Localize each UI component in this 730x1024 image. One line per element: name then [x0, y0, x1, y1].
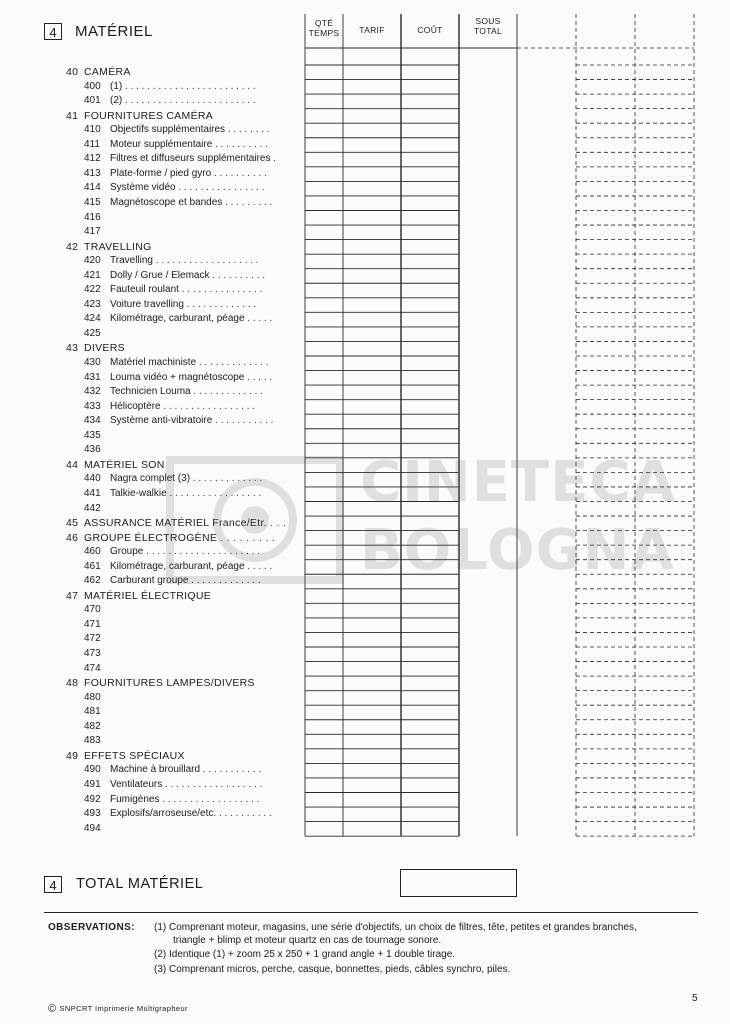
item-code: 462 — [84, 575, 101, 587]
item-code: 470 — [84, 604, 101, 616]
leader-dots: . . . — [266, 517, 287, 530]
section-number-box: 4 — [44, 23, 62, 40]
category-row — [66, 676, 298, 691]
item-label: Kilométrage, carburant, péage — [110, 313, 245, 325]
category-row — [66, 516, 298, 531]
item-code: 422 — [84, 284, 101, 296]
item-label: Fauteuil roulant — [110, 284, 179, 296]
item-code: 430 — [84, 357, 101, 368]
item-label: Explosifs/arroseuse/etc. — [110, 808, 217, 820]
col-header-qte-temps: QTÉ TEMPS — [308, 18, 340, 38]
item-code: 431 — [84, 371, 101, 383]
item-row — [84, 472, 296, 487]
leader-dots: . . . . . . . . . . . . . — [196, 357, 269, 368]
item-label: FOURNITURES LAMPES/DIVERS — [84, 677, 255, 690]
leader-dots: . . . . . . . . . . . . . — [190, 473, 263, 485]
item-code: 412 — [84, 153, 101, 165]
leader-dots: . . . . . . . . . . . . . . . . . — [166, 487, 262, 499]
item-code: 41 — [66, 109, 79, 122]
category-row — [66, 589, 298, 604]
item-code: 425 — [84, 327, 101, 339]
category-row — [66, 749, 298, 764]
item-row — [84, 502, 296, 517]
item-row — [84, 181, 296, 196]
item-code: 434 — [84, 415, 101, 427]
observations-label: OBSERVATIONS: — [48, 922, 135, 933]
item-row — [84, 167, 296, 182]
item-code: 490 — [84, 764, 101, 776]
item-label: Moteur supplémentaire — [110, 138, 213, 150]
item-label: Kilométrage, carburant, péage — [110, 560, 245, 572]
item-label: Talkie-walkie — [110, 487, 167, 499]
item-code: 401 — [84, 95, 101, 107]
leader-dots: . . . . . . . . . . . . . . . — [178, 284, 263, 296]
item-label: MATÉRIEL ÉLECTRIQUE — [84, 589, 212, 602]
item-label: Technicien Louma — [110, 386, 191, 398]
item-row — [84, 225, 296, 240]
item-code: 494 — [84, 822, 101, 834]
item-label: Système anti-vibratoire — [110, 415, 213, 427]
leader-dots: . . . . . — [244, 313, 273, 325]
item-label: Carburant groupe — [110, 575, 189, 587]
observation-note-2: (2) Identique (1) + zoom 25 x 250 + 1 grand angle + 1 double tirage. — [154, 949, 456, 960]
item-code: 46 — [66, 531, 79, 544]
item-row — [84, 662, 296, 677]
category-row — [66, 240, 298, 255]
item-label: CAMÉRA — [84, 66, 131, 78]
item-label: (1) — [110, 80, 123, 92]
item-label: Système vidéo — [110, 182, 176, 194]
item-label: Hélicoptère — [110, 400, 161, 412]
item-code: 414 — [84, 182, 101, 194]
observation-note-1-cont: triangle + blimp et moteur quartz en cas de tournage sonore. — [173, 935, 442, 946]
item-row — [84, 298, 296, 313]
leader-dots: . . . . . . . . — [225, 124, 270, 136]
item-code: 440 — [84, 473, 101, 485]
item-code: 472 — [84, 633, 101, 645]
item-code: 420 — [84, 255, 101, 267]
item-code: 482 — [84, 720, 101, 732]
item-row — [84, 603, 296, 618]
leader-dots: . . . . . . . . . — [222, 196, 273, 208]
leader-dots: . . . . . — [244, 371, 273, 383]
item-code: 473 — [84, 648, 101, 659]
item-label: FOURNITURES CAMÉRA — [84, 109, 214, 122]
item-code: 493 — [84, 808, 101, 820]
leader-dots: . . . . . . . . . . . . . . . . — [175, 182, 265, 194]
item-code: 42 — [66, 240, 79, 253]
item-code: 491 — [84, 778, 101, 790]
item-row — [84, 647, 296, 662]
leader-dots: . . . . . . . . . . . . . . . . . . — [162, 778, 263, 790]
item-label: Travelling — [110, 255, 153, 267]
copyright-icon: © — [48, 1003, 57, 1015]
leader-dots: . . . . . . . . . . . . . . . . . . — [159, 793, 260, 805]
item-code: 49 — [66, 749, 79, 762]
item-row — [84, 385, 296, 400]
item-code: 461 — [84, 560, 101, 572]
item-code: 416 — [84, 211, 101, 223]
item-code: 424 — [84, 313, 101, 325]
item-code: 44 — [66, 458, 79, 471]
item-row — [84, 705, 296, 720]
item-row — [84, 793, 296, 808]
item-label: Groupe — [110, 546, 144, 558]
item-row — [84, 560, 296, 575]
total-amount-field[interactable] — [400, 869, 517, 897]
item-row — [84, 254, 296, 269]
item-label: Nagra complet (3) — [110, 473, 191, 485]
item-row — [84, 822, 296, 837]
leader-dots: . . . . . . . . . . — [212, 138, 268, 150]
observation-note-1: (1) Comprenant moteur, magasins, une série d'objectifs, un choix de filtres, tête, petites et grandes branches, — [154, 922, 637, 933]
item-row — [84, 545, 296, 560]
item-label: Objectifs supplémentaires — [110, 124, 226, 136]
item-code: 40 — [66, 66, 79, 78]
item-row — [84, 80, 296, 95]
observation-note-3: (3) Comprenant micros, perche, casque, bonnettes, pieds, câbles synchro, piles. — [154, 964, 511, 975]
category-row — [66, 531, 298, 546]
item-row — [84, 414, 296, 429]
item-row — [84, 400, 296, 415]
item-row — [84, 283, 296, 298]
item-row — [84, 356, 296, 371]
item-code: 436 — [84, 444, 101, 456]
observations-divider — [44, 912, 698, 913]
leader-dots: . . . . . . . . . . . . . — [188, 575, 261, 587]
item-row — [84, 152, 296, 167]
section-title: MATÉRIEL — [75, 23, 153, 40]
col-header-tarif: TARIF — [359, 25, 385, 35]
item-label: Machine à brouillard — [110, 764, 201, 776]
leader-dots: . . . . . . . . . . . — [212, 415, 274, 427]
item-row — [84, 807, 296, 822]
item-label: TRAVELLING — [84, 240, 152, 253]
item-code: 433 — [84, 400, 101, 412]
item-code: 413 — [84, 167, 101, 179]
item-code: 415 — [84, 196, 101, 208]
item-row — [84, 94, 296, 109]
item-code: 432 — [84, 386, 101, 398]
item-code: 441 — [84, 487, 101, 499]
item-code: 43 — [66, 342, 79, 355]
item-code: 460 — [84, 546, 101, 558]
category-row — [66, 341, 298, 356]
leader-dots: . . . . . . . . . . — [216, 808, 272, 820]
item-code: 417 — [84, 226, 101, 238]
leader-dots: . . . . . . . . . — [217, 531, 276, 544]
item-label: DIVERS — [84, 342, 125, 355]
item-row — [84, 371, 296, 386]
leader-dots: . . . . . . . . . . . . . . . . . . . — [152, 255, 259, 267]
item-code: 411 — [84, 138, 100, 150]
item-row — [84, 618, 296, 633]
item-row — [84, 574, 296, 589]
leader-dots: . . . . . . . . . . . — [200, 764, 262, 776]
item-label: Louma vidéo + magnétoscope — [110, 371, 245, 383]
item-code: 410 — [84, 124, 101, 136]
item-row — [84, 691, 296, 706]
item-row — [84, 487, 296, 502]
item-code: 400 — [84, 80, 101, 92]
category-row — [66, 458, 298, 473]
item-code: 442 — [84, 502, 101, 514]
item-label: Ventilateurs — [110, 778, 163, 790]
leader-dots: . . . . . . . . . . . . . . . . . . . . . . . . — [122, 95, 256, 107]
item-row — [84, 123, 296, 138]
item-row — [84, 312, 296, 327]
item-row — [84, 763, 296, 778]
leader-dots: . . . . . . . . . . — [209, 269, 266, 281]
leader-dots: . . . . . . . . . . . . . . . . . . . . . — [143, 546, 261, 558]
item-code: 47 — [66, 589, 79, 602]
item-row — [84, 196, 296, 211]
item-row — [84, 443, 296, 458]
item-row — [84, 138, 296, 153]
leader-dots: . . . . . . . . . . . . . — [190, 386, 263, 398]
item-row — [84, 429, 296, 444]
item-code: 483 — [84, 735, 101, 747]
item-row — [84, 327, 296, 342]
category-row — [66, 109, 298, 124]
item-label: Magnétoscope et bandes — [110, 196, 223, 208]
item-code: 481 — [84, 706, 101, 718]
item-row — [84, 778, 296, 793]
item-label: Fumigènes — [110, 793, 160, 805]
item-label: (2) — [110, 95, 123, 107]
watermark-line-2: BOLOGNA — [360, 518, 675, 583]
item-label: GROUPE ÉLECTROGÈNE — [84, 531, 218, 544]
item-row — [84, 211, 296, 226]
watermark-line-1: CINETECA — [360, 450, 676, 515]
item-label: Filtres et diffuseurs supplémentaires — [110, 153, 271, 165]
page-number: 5 — [692, 993, 698, 1004]
item-label: Plate-forme / pied gyro — [110, 167, 212, 179]
leader-dots: . . . . . . . . . . . . . — [183, 298, 257, 310]
item-code: 435 — [84, 429, 101, 441]
item-label: MATÉRIEL SON — [84, 458, 165, 471]
col-header-sous-total: SOUS TOTAL — [473, 16, 503, 36]
item-label: Dolly / Grue / Elemack — [110, 269, 210, 281]
item-row — [84, 734, 296, 749]
item-label: Voiture travelling — [110, 298, 184, 310]
leader-dots: . . . . . . . . . . . . . . . . . . . . . . . . — [122, 80, 256, 92]
leader-dots: . . . . . — [244, 560, 273, 572]
item-code: 492 — [84, 793, 101, 805]
item-code: 48 — [66, 677, 79, 690]
footer-imprint: © SNPCRT Imprimerie Multigrapheur — [48, 1003, 188, 1015]
item-row — [84, 720, 296, 735]
category-row — [66, 65, 298, 80]
item-label: EFFETS SPÉCIAUX — [84, 749, 185, 762]
item-code: 480 — [84, 691, 101, 703]
item-label: ASSURANCE MATÉRIEL France/Etr. — [84, 517, 267, 530]
item-code: 423 — [84, 298, 101, 310]
item-row — [84, 632, 296, 647]
total-title: TOTAL MATÉRIEL — [76, 876, 204, 892]
item-code: 474 — [84, 662, 101, 674]
total-number-box: 4 — [44, 876, 62, 893]
leader-dots: . . . . . . . . . . . . . . . . . — [160, 400, 256, 412]
col-header-cout: COÛT — [417, 25, 443, 35]
leader-dots: . . . . . . . . . . — [211, 167, 267, 179]
item-code: 45 — [66, 517, 79, 530]
leader-dots: . — [270, 153, 277, 165]
item-code: 421 — [84, 269, 101, 281]
item-row — [84, 269, 296, 284]
item-code: 471 — [84, 618, 101, 630]
item-label: Matériel machiniste — [110, 357, 197, 368]
